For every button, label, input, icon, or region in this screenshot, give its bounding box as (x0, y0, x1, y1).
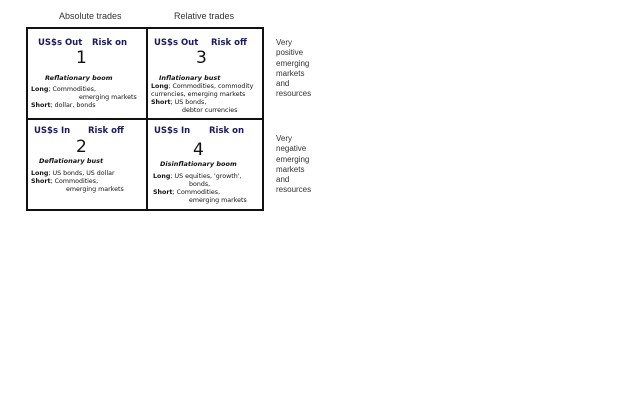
q1-short-line: Short; dollar, bonds (31, 102, 96, 109)
q4-currency-label: US$s In (154, 126, 191, 136)
side-note-positive: Very positive emerging markets and resources (276, 38, 312, 99)
q3-number: 3 (196, 48, 207, 68)
q2-short-line: Short; Commodities, (31, 178, 99, 185)
q2-risk-label: Risk off (88, 126, 124, 136)
q3-currency-label: US$s Out (154, 38, 199, 48)
q4-regime-name: Disinflationary boom (160, 160, 237, 168)
q4-long-continuation: bonds, (189, 181, 211, 188)
q2-regime-name: Deflationary bust (39, 157, 104, 165)
q3-long-continuation: currencies, emerging markets (151, 91, 246, 98)
q2-long-line: Long; US bonds, US dollar (31, 170, 115, 177)
quadrant-1 (28, 29, 146, 118)
absolute-trades-heading: Absolute trades (59, 11, 122, 21)
quadrant-4 (148, 120, 262, 209)
quadrant-matrix (26, 27, 264, 211)
q4-short-continuation: emerging markets (189, 197, 247, 204)
quadrant-2 (28, 120, 146, 209)
q4-risk-label: Risk on (209, 126, 245, 136)
q1-long-line: Long; Commodities, (31, 86, 96, 93)
q1-number: 1 (76, 48, 87, 68)
q4-long-line: Long; US equities, 'growth', (153, 173, 242, 180)
q1-risk-label: Risk on (92, 38, 128, 48)
q1-long-continuation: emerging markets (79, 94, 137, 101)
side-note-negative: Very negative emerging markets and resources (276, 134, 312, 195)
q1-currency-label: US$s Out (38, 38, 83, 48)
q3-short-continuation: debtor currencies (182, 107, 238, 114)
q1-regime-name: Reflationary boom (45, 74, 113, 82)
q2-short-continuation: emerging markets (66, 186, 124, 193)
q3-long-line: Long; Commodities, commodity (151, 83, 254, 90)
quadrant-3 (148, 29, 262, 118)
q4-short-line: Short; Commodities, (153, 189, 221, 196)
q2-number: 2 (76, 137, 87, 157)
relative-trades-heading: Relative trades (174, 11, 235, 21)
q2-currency-label: US$s In (34, 126, 71, 136)
q4-number: 4 (193, 140, 204, 160)
q3-short-line: Short; US bonds, (151, 99, 207, 106)
q3-regime-name: Inflationary bust (159, 74, 221, 82)
q3-risk-label: Risk off (211, 38, 247, 48)
